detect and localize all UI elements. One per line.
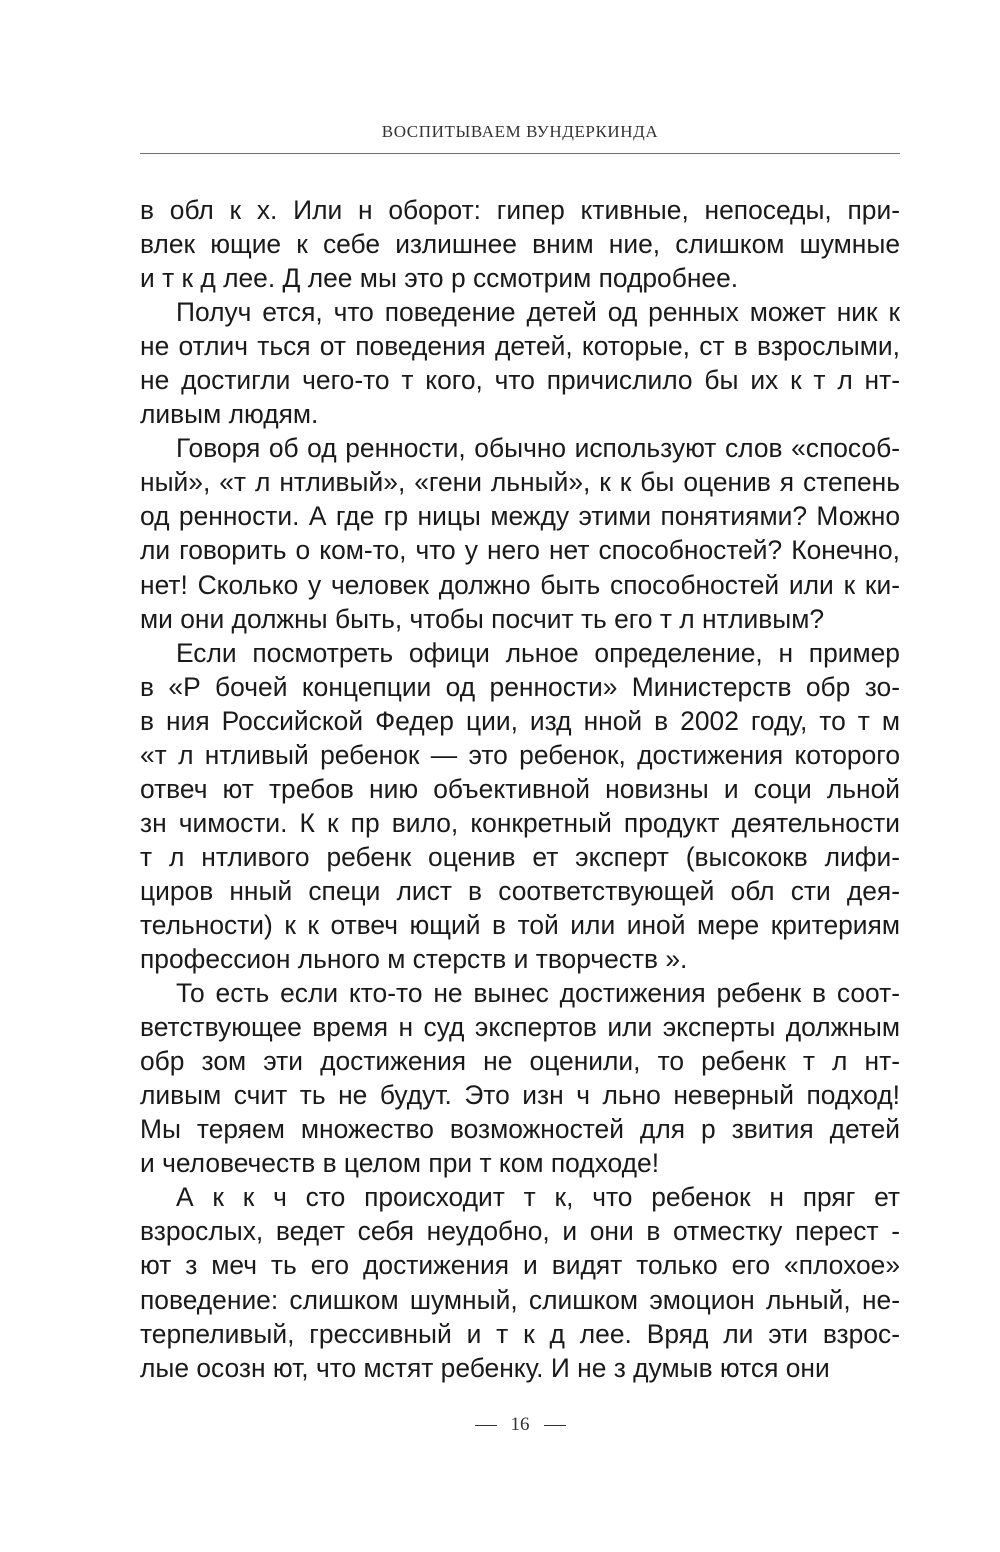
text-line: То есть если кто-то не вынес достижения ребенк в соот- <box>176 978 900 1009</box>
paragraph <box>140 193 900 295</box>
paragraph <box>140 295 900 431</box>
body-text <box>140 193 900 1385</box>
paragraph <box>140 1180 900 1384</box>
paragraph <box>140 976 900 1180</box>
text-line: лые осозн ют, что мстят ребенку. И не з думыв ются они <box>140 1352 830 1383</box>
text-line: Говоря об од ренности, обычно используют слов «способ- <box>176 433 900 464</box>
text-line: т л нтливого ребенк оценив ет эксперт (высококв лифи- <box>140 841 900 872</box>
header-rule <box>140 153 900 154</box>
text-line: ветствующее время н суд экспертов или эксперты должным <box>140 1012 900 1043</box>
text-line: в «Р бочей концепции од ренности» Министерств обр зо- <box>140 671 900 702</box>
text-line: обр зом эти достижения не оценили, то ребенк т л нт- <box>140 1046 900 1077</box>
text-line: ливым людям. <box>140 399 319 430</box>
text-line: отвеч ют требов нию объективной новизны и соци льной <box>140 773 900 804</box>
text-line: од ренности. А где гр ницы между этими понятиями? Можно <box>140 501 900 532</box>
text-line: «т л нтливый ребенок — это ребенок, достижения которого <box>140 739 900 770</box>
folio-dash-right <box>544 1425 566 1426</box>
paragraph <box>140 636 900 976</box>
text-line: ный», «т л нтливый», «гени льный», к к бы оценив я степень <box>140 467 900 498</box>
text-line: ми они должны быть, чтобы посчит ть его т л нтливым? <box>140 603 825 634</box>
text-line: профессион льного м стерств и творчеств ». <box>140 944 688 975</box>
text-line: ливым счит ть не будут. Это изн ч льно неверный подход! <box>140 1080 900 1111</box>
text-line: ют з меч ть его достижения и видят только его «плохое» <box>140 1250 900 1281</box>
paragraph <box>140 431 900 635</box>
text-line: зн чимости. К к пр вило, конкретный продукт деятельности <box>140 807 900 838</box>
text-line: не достигли чего-то т кого, что причислило бы их к т л нт- <box>140 365 900 396</box>
folio-dash-left <box>475 1425 497 1426</box>
text-line: тельности) к к отвеч ющий в той или иной мере критериям <box>140 909 900 940</box>
text-line: поведение: слишком шумный, слишком эмоцион льный, не- <box>140 1284 900 1315</box>
page-number: 16 <box>510 1414 530 1435</box>
text-line: Если посмотреть офици льное определение, н пример <box>176 637 900 668</box>
text-line: и человечеств в целом при т ком подходе! <box>140 1148 660 1179</box>
text-line: А к к ч сто происходит т к, что ребенок н пряг ет <box>176 1182 900 1213</box>
text-line: Мы теряем множество возможностей для р звития детей <box>140 1114 900 1145</box>
text-line: терпеливый, грессивный и т к д лее. Вряд ли эти взрос- <box>140 1318 900 1349</box>
text-line: взрослых, ведет себя неудобно, и они в отместку перест - <box>140 1216 900 1247</box>
text-line: Получ ется, что поведение детей од ренных может ник к <box>176 297 900 328</box>
text-line: и т к д лее. Д лее мы это р ссмотрим подробнее. <box>140 263 739 294</box>
text-line: циров нный специ лист в соответствующей обл сти дея- <box>140 875 900 906</box>
text-line: ли говорить о ком-то, что у него нет способностей? Конечно, <box>140 535 900 566</box>
text-line: нет! Сколько у человек должно быть способностей или к ки- <box>140 569 900 600</box>
text-line: в обл к х. Или н оборот: гипер ктивные, непоседы, при- <box>140 195 900 225</box>
text-line: не отлич ться от поведения детей, которые, ст в взрослыми, <box>140 331 900 362</box>
text-line: влек ющие к себе излишнее вним ние, слишком шумные <box>140 229 900 260</box>
page-folio <box>140 1414 900 1436</box>
text-line: в ния Российской Федер ции, изд нной в 2002 году, то т м <box>140 705 900 736</box>
running-head: ВОСПИТЫВАЕМ ВУНДЕРКИНДА <box>381 122 659 141</box>
